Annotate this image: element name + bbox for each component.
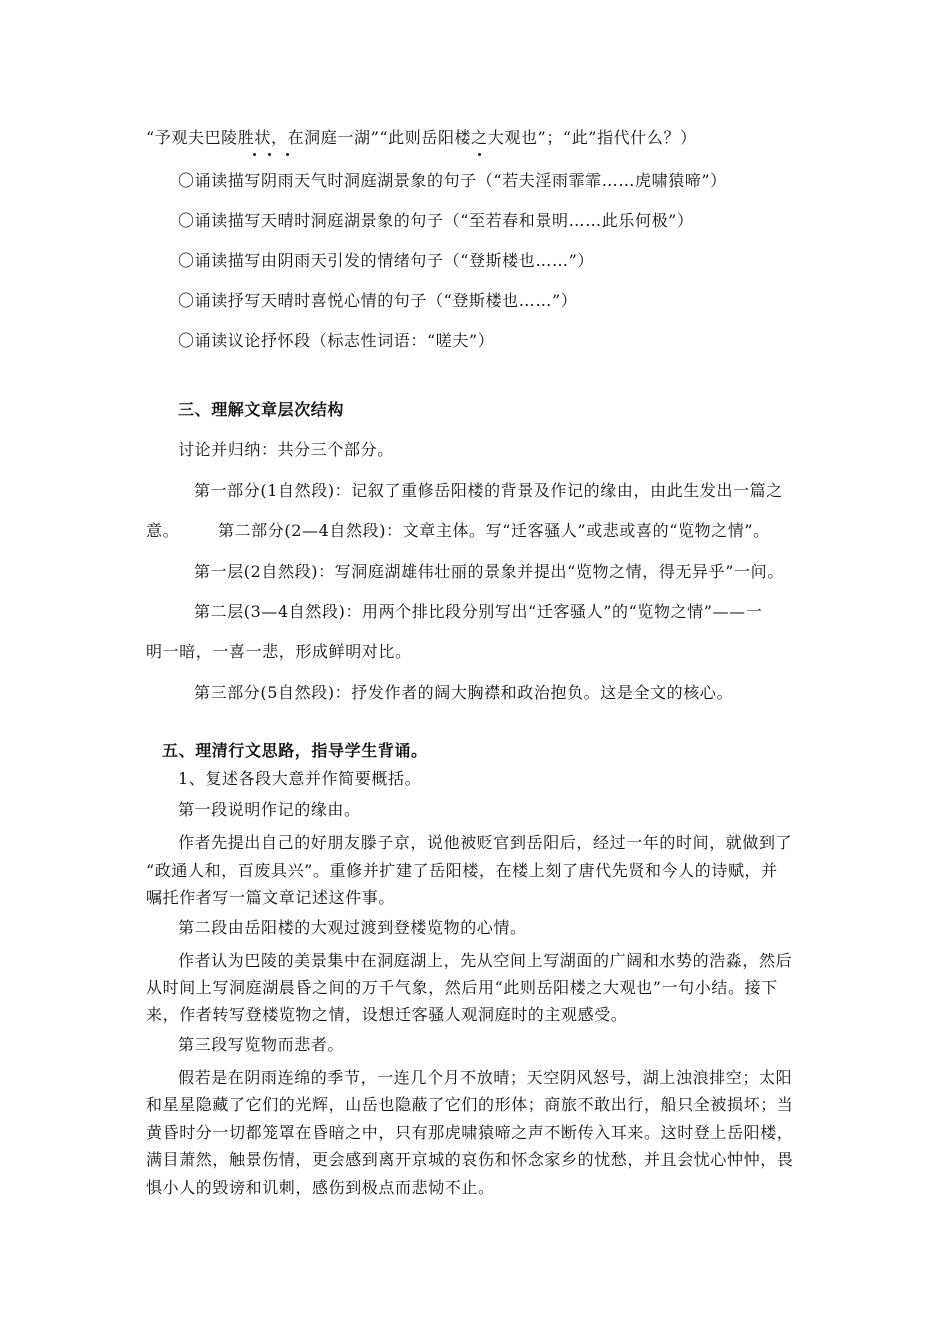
- paragraph-line: 意。: [146, 521, 180, 540]
- paragraph-line: 作者先提出自己的好朋友滕子京，说他被贬官到岳阳后，经过一年的时间，就做到了: [178, 833, 793, 852]
- emphasis-dot: [253, 153, 256, 156]
- paragraph-line: 黄昏时分一切都笼罩在昏暗之中，只有那虎啸猿啼之声不断传入耳来。这时登上岳阳楼，: [146, 1123, 794, 1142]
- recitation-item: 〇诵读描写阴雨天气时洞庭湖景象的句子（“若夫淫雨霏霏……虎啸猿啼”）: [178, 171, 727, 190]
- paragraph-line: 惧小人的毁谤和讥刺，感伤到极点而悲恸不止。: [146, 1178, 495, 1197]
- recitation-item: 〇诵读抒写天晴时喜悦心情的句子（“登斯楼也……”）: [178, 291, 578, 310]
- paragraph-line: 第一层(2自然段)：写洞庭湖雄伟壮丽的景象并提出“览物之情，得无异乎”一问。: [194, 562, 784, 581]
- emphasis-dot: [478, 153, 481, 156]
- paragraph-line: 1、复述各段大意并作简要概括。: [178, 769, 422, 788]
- recitation-item: 〇诵读描写天晴时洞庭湖景象的句子（“至若春和景明……此乐何极”）: [178, 211, 694, 230]
- paragraph-line: 作者认为巴陵的美景集中在洞庭湖上，先从空间上写湖面的广阔和水势的浩淼，然后: [178, 951, 793, 970]
- paragraph-line: 满目萧然，触景伤情，更会感到离开京城的哀伤和怀念家乡的忧愁，并且会忧心忡忡，畏: [146, 1150, 794, 1169]
- paragraph-line: 第一部分(1自然段)：记叙了重修岳阳楼的背景及作记的缘由，由此生发出一篇之: [194, 481, 783, 500]
- paragraph-line: 第三段写览物而悲者。: [178, 1035, 345, 1054]
- paragraph-line: “政通人和，百废具兴”。重修并扩建了岳阳楼，在楼上刻了唐代先贤和今人的诗赋，并: [146, 861, 778, 880]
- paragraph-line: 和星星隐藏了它们的光辉，山岳也隐蔽了它们的形体；商旅不敢出行，船只全被损坏；当: [146, 1095, 794, 1114]
- emphasis-dot: [286, 153, 289, 156]
- paragraph-line: 第二部分(2—4自然段)：文章主体。写“迁客骚人”或悲或喜的“览物之情”。: [218, 521, 770, 540]
- paragraph-line: 讨论并归纳：共分三个部分。: [178, 440, 394, 459]
- paragraph-line: 第二层(3—4自然段)：用两个排比段分别写出“迁客骚人”的“览物之情”——一: [194, 602, 763, 621]
- paragraph-line: 从时间上写洞庭湖晨昏之间的万千气象，然后用“此则岳阳楼之大观也”一句小结。接下: [146, 978, 778, 997]
- recitation-item: 〇诵读描写由阴雨天引发的情绪句子（“登斯楼也……”）: [178, 251, 594, 270]
- paragraph-line: 嘱托作者写一篇文章记述这件事。: [146, 888, 396, 907]
- question-line: “予观夫巴陵胜状，在洞庭一湖”“此则岳阳楼之大观也”；“此”指代什么？）: [146, 128, 697, 147]
- paragraph-line: 明一暗，一喜一悲，形成鲜明对比。: [146, 642, 412, 661]
- paragraph-line: 第二段由岳阳楼的大观过渡到登楼览物的心情。: [178, 918, 527, 937]
- section-heading: 三、理解文章层次结构: [178, 400, 345, 419]
- paragraph-line: 第三部分(5自然段)：抒发作者的阔大胸襟和政治抱负。这是全文的核心。: [194, 683, 734, 702]
- emphasis-dot: [268, 153, 271, 156]
- paragraph-line: 第一段说明作记的缘由。: [178, 800, 361, 819]
- paragraph-line: 来，作者转写登楼览物之情，设想迁客骚人观洞庭时的主观感受。: [146, 1005, 628, 1024]
- recitation-item: 〇诵读议论抒怀段（标志性词语：“嗟夫”）: [178, 331, 495, 350]
- paragraph-line: 假若是在阴雨连绵的季节，一连几个月不放晴；天空阴风怒号，湖上浊浪排空；太阳: [178, 1068, 793, 1087]
- section-heading: 五、理清行文思路，指导学生背诵。: [162, 741, 428, 760]
